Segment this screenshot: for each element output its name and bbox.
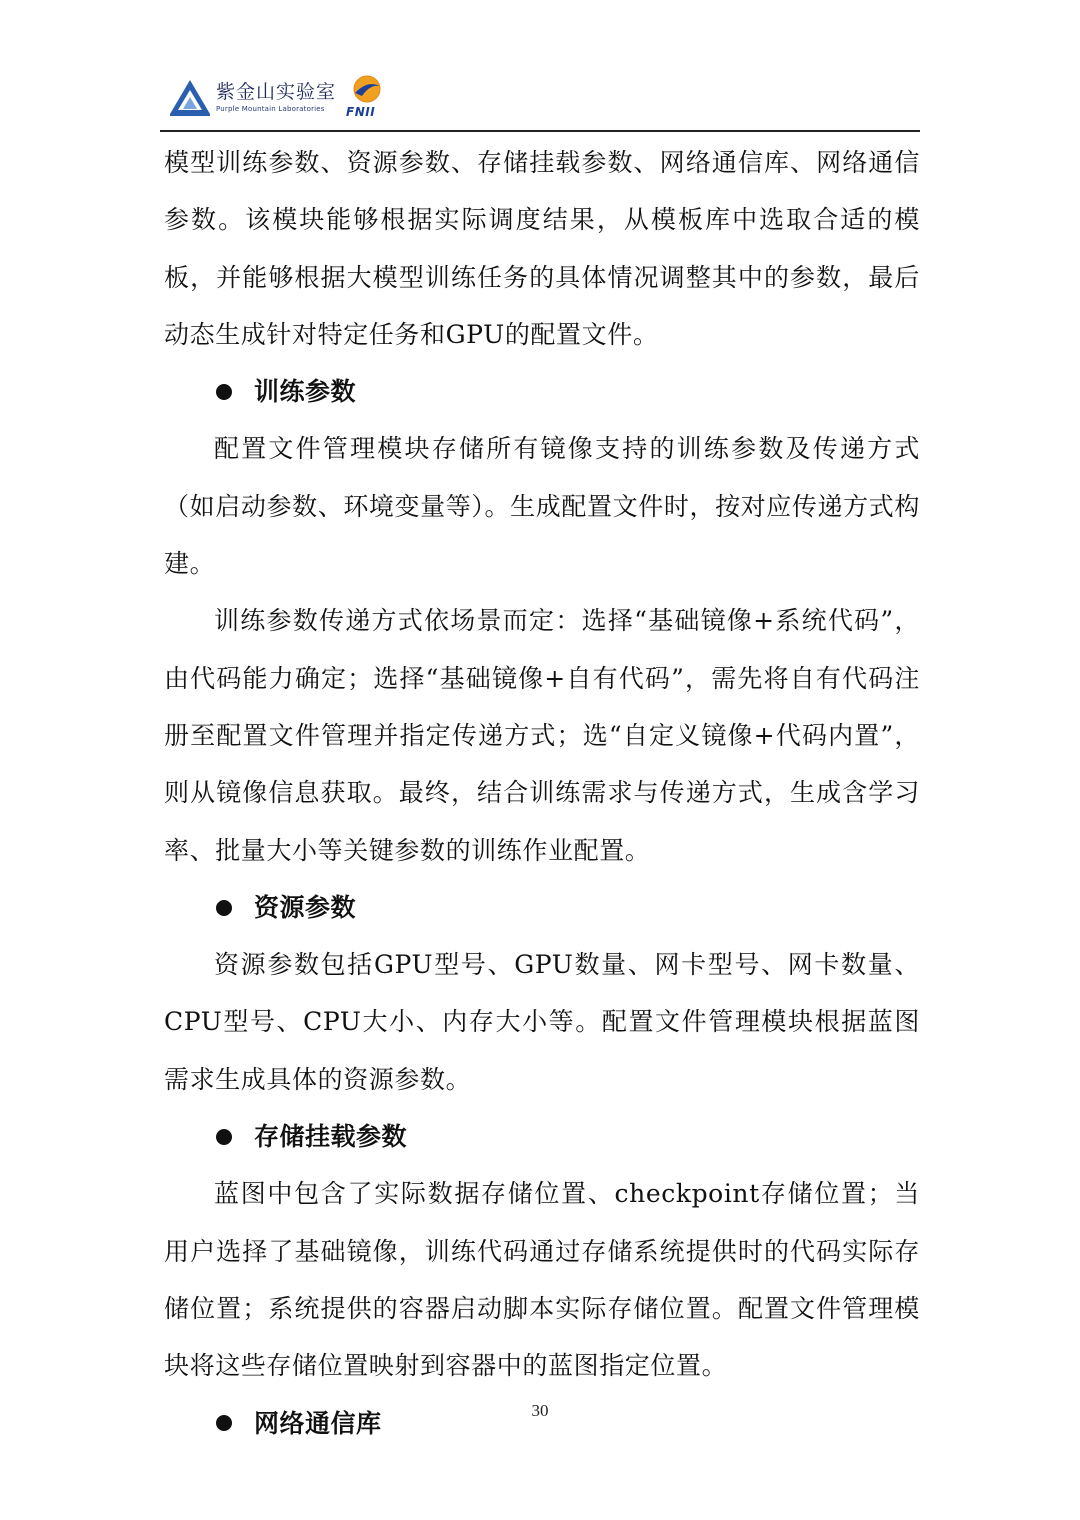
page-number: 30 [531,1401,549,1420]
section-heading-label: 资源参数 [254,892,357,922]
section-heading-resource-params [164,879,920,936]
bullet-dot-icon [216,1129,232,1145]
paragraph: 配置文件管理模块存储所有镜像支持的训练参数及传递方式（如启动参数、环境变量等）。生成配置文件时，按对应传递方式构建。 [164,434,920,579]
org-name-en: Purple Mountain Laboratories [216,105,325,113]
section-heading-label: 存储挂载参数 [254,1122,408,1152]
paragraph: 训练参数传递方式依场景而定：选择“基础镜像+系统代码”，由代码能力确定；选择“基础镜像+自有代码”，需先将自有代码注册至配置文件管理并指定传递方式；选“自定义镜像+代码内置”，则从镜像信息获取。最终，结合训练需求与传递方式，生成含学习率、批量大小等关键参数的训练作业配置。 [164,606,920,865]
fnii-logo-text: FNII [346,105,376,119]
section-heading-storage-mount-params [164,1108,920,1165]
main-content [164,134,920,1452]
paragraph: 资源参数包括GPU型号、GPU数量、网卡型号、网卡数量、CPU型号、CPU大小、内存大小等。配置文件管理模块根据蓝图需求生成具体的资源参数。 [164,950,920,1094]
fnii-logo [346,74,390,122]
triangle-mountain-logo-icon [168,78,212,118]
section-heading-label: 网络通信库 [254,1408,382,1438]
header-rule [160,130,920,132]
bullet-dot-icon [216,900,232,916]
paragraph: 蓝图中包含了实际数据存储位置、checkpoint存储位置；当用户选择了基础镜像，训练代码通过存储系统提供时的代码实际存储位置；系统提供的容器启动脚本实际存储位置。配置文件管理模块将这些存储位置映射到容器中的蓝图指定位置。 [164,1179,920,1381]
page-header [160,66,920,130]
bullet-dot-icon [216,384,232,400]
section-heading-training-params [164,363,920,420]
org-name [216,83,336,113]
logo-group [168,72,390,124]
fnii-globe-icon [350,74,384,106]
section-heading-label: 训练参数 [254,377,357,407]
org-name-cn: 紫金山实验室 [216,81,337,103]
intro-paragraph: 模型训练参数、资源参数、存储挂载参数、网络通信库、网络通信参数。该模块能够根据实际调度结果，从模板库中选取合适的模板，并能够根据大模型训练任务的具体情况调整其中的参数，最后动态生成针对特定任务和GPU的配置文件。 [164,148,920,349]
